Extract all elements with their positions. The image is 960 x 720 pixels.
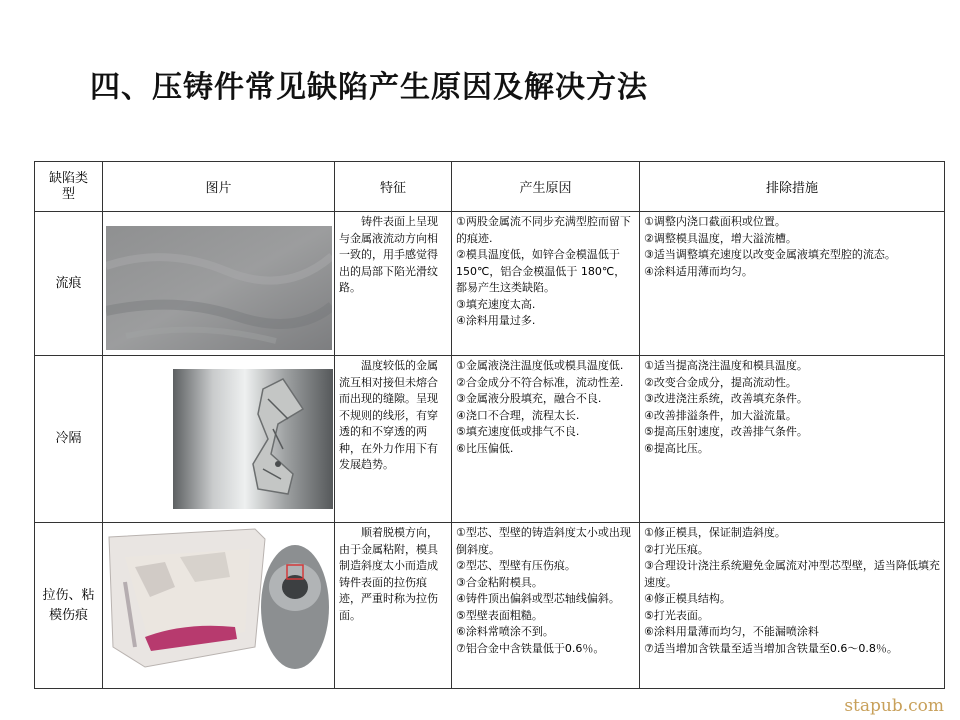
cause-item: ②型芯、型壁有压伤痕。 [456,559,576,572]
fix-item: ①修正模具，保证制造斜度。 [644,526,786,539]
fix-item: ③改进浇注系统，改善填充条件。 [644,392,808,405]
fix-item: ⑥涂料用量薄而均匀，不能漏喷涂料 [644,625,819,638]
cause-item: ②合金成分不符合标准，流动性差. [456,375,624,389]
fix-item: ④涂料适用薄而均匀。 [644,264,753,278]
cause-item: ③合金粘附模具。 [456,575,543,589]
fix-item: ⑤打光表面。 [644,608,709,622]
cause-item: ④铸件顶出偏斜或型芯轴线偏斜。 [456,592,620,605]
fix-item: ②调整模具温度，增大溢流槽。 [644,231,797,245]
header-feature: 特征 [335,162,452,212]
defect-image-cell [103,212,335,356]
flow-mark-photo [106,226,332,350]
drag-mark-photo [105,527,333,681]
fix-item: ②改变合金成分，提高流动性。 [644,375,797,389]
cause-item: ④浇口不合理，流程太长. [456,408,580,422]
table-header-row [35,162,945,212]
fix-item: ⑥提高比压。 [644,441,709,455]
fix-item: ⑤提高压射速度，改善排气条件。 [644,425,808,438]
defect-type: 拉伤、粘模伤痕 [35,523,103,689]
watermark: stapub.com [844,696,944,716]
defect-type: 流痕 [35,212,103,356]
cause-item: ①两股金属流不同步充满型腔而留下的痕迹. [456,215,631,245]
fix-item: ②打光压痕。 [644,542,709,556]
header-type: 缺陷类型 [35,162,103,212]
defect-causes [452,212,640,356]
cause-item: ⑤型壁表面粗糙。 [456,608,543,622]
cause-item: ⑦铝合金中含铁量低于0.6％。 [456,641,605,655]
fix-item: ③适当调整填充速度以改变金属液填充型腔的流态。 [644,248,896,261]
cause-item: ③金属液分股填充，融合不良. [456,392,602,405]
defect-fixes [640,356,945,523]
defect-causes [452,356,640,523]
page-title: 四、压铸件常见缺陷产生原因及解决方法 [90,70,648,105]
defect-feature: 顺着脱模方向，由于金属粘附，模具制造斜度太小而造成铸件表面的拉伤痕迹，严重时称为拉伤面。 [335,523,452,689]
table-row [35,212,945,356]
fix-item: ④改善排溢条件，加大溢流量。 [644,408,797,422]
defect-feature: 温度较低的金属流互相对接但未熔合而出现的缝隙。呈现不规则的线形，有穿透的和不穿透的两种，在外力作用下有发展趋势。 [335,356,452,523]
header-image: 图片 [103,162,335,212]
table-row [35,523,945,689]
cause-item: ⑥比压偏低. [456,441,514,455]
cause-item: ②模具温度低，如锌合金模温低于150℃，铝合金模温低于 180℃，都易产生这类缺陷。 [456,248,626,294]
table-row [35,356,945,523]
defect-type: 冷隔 [35,356,103,523]
fix-item: ①调整内浇口截面积或位置。 [644,215,786,228]
fix-item: ①适当提高浇注温度和模具温度。 [644,359,808,372]
header-cause: 产生原因 [452,162,640,212]
cause-item: ⑤填充速度低或排气不良. [456,425,580,438]
cause-item: ①型芯、型壁的铸造斜度太小或出现倒斜度。 [456,526,631,556]
fix-item: ⑦适当增加含铁量至适当增加含铁量至0.6～0.8％。 [644,641,898,655]
defect-image-cell [103,356,335,523]
cause-item: ⑥涂料常喷涂不到。 [456,625,554,638]
cause-item: ④涂料用量过多. [456,314,536,327]
defect-fixes [640,523,945,689]
cause-item: ③填充速度太高. [456,297,536,311]
cold-shut-photo [173,369,333,509]
defect-image-cell [103,523,335,689]
defects-table [34,161,945,689]
header-fix: 排除措施 [640,162,945,212]
fix-item: ③合理设计浇注系统避免金属流对冲型芯型壁，适当降低填充速度。 [644,559,940,589]
cause-item: ①金属液浇注温度低或模具温度低. [456,359,624,372]
fix-item: ④修正模具结构。 [644,592,731,605]
defect-causes [452,523,640,689]
defect-fixes [640,212,945,356]
defect-feature: 铸件表面上呈现与金属液流动方向相一致的，用手感觉得出的局部下陷光滑纹路。 [335,212,452,356]
